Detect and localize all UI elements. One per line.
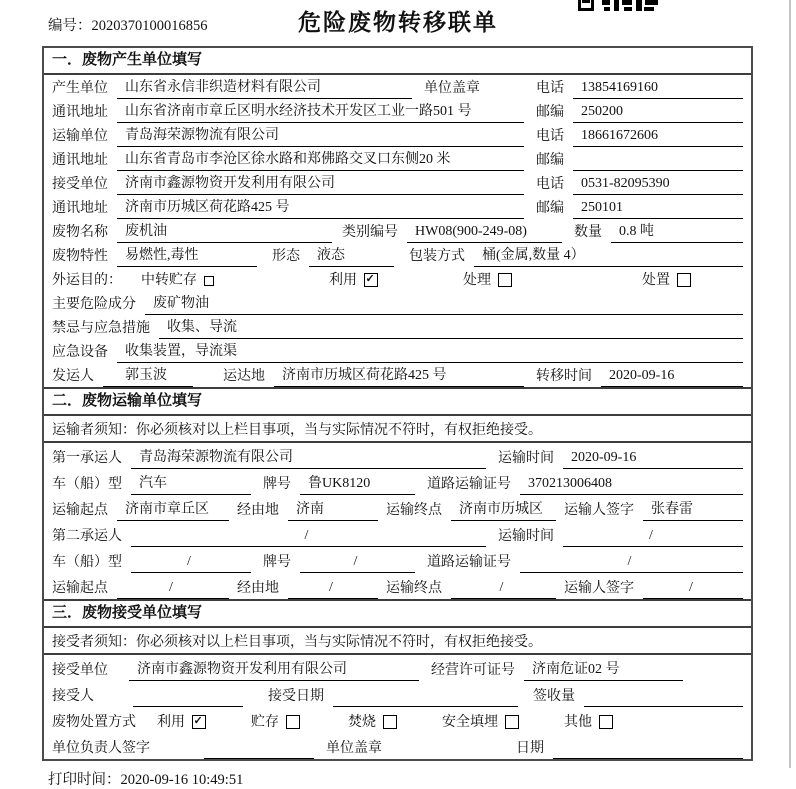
- receiver-row: [44, 171, 751, 195]
- page-title: 危险废物转移联单: [298, 10, 498, 35]
- option-label: 贮存: [251, 715, 279, 730]
- hazard-value: 废矿物油: [145, 292, 743, 315]
- serial-number: 2020370100016856: [91, 18, 208, 34]
- option-label: 处理: [463, 273, 491, 288]
- operating-license-label: 经营许可证号: [431, 663, 515, 678]
- responsible-sign-label: 单位负责人签字: [52, 741, 150, 756]
- carrier-sign-value: /: [643, 580, 743, 599]
- route-start-label: 运输起点: [52, 581, 108, 596]
- receiver-value: 济南市鑫源物资开发利用有限公司: [117, 172, 524, 195]
- responsible-sign-value: [204, 742, 314, 759]
- transporter-notice: 运输者须知：你必须核对以上栏目事项，当与实际情况不符时，有权拒绝接受。: [52, 422, 542, 438]
- accept-unit-row: [44, 655, 751, 681]
- checkbox-icon: [498, 273, 512, 287]
- plate-label: 牌号: [263, 477, 291, 492]
- phone-label: 电话: [536, 177, 564, 192]
- second-carrier-label: 第二承运人: [52, 529, 122, 544]
- route-start-label: 运输起点: [52, 503, 108, 518]
- transporter-label: 运输单位: [52, 129, 108, 144]
- destination-value: 济南市历城区荷花路425 号: [274, 364, 524, 387]
- section3-header: 三．废物接受单位填写: [44, 599, 751, 628]
- accept-unit-value: 济南市鑫源物资开发利用有限公司: [129, 658, 419, 681]
- option-label: 焚烧: [348, 715, 376, 730]
- address-label: 通讯地址: [52, 153, 108, 168]
- producer-address-row: [44, 99, 751, 123]
- acceptance-row: [44, 681, 751, 707]
- accept-date-label: 接受日期: [268, 689, 324, 704]
- purpose-option-dispose: [642, 269, 691, 291]
- dispatch-row: [44, 363, 751, 387]
- equipment-value: 收集装置，导流渠: [117, 340, 743, 363]
- transporter-address-row: [44, 147, 751, 171]
- acceptor-value: [133, 690, 243, 707]
- transport-time-value: /: [563, 528, 743, 547]
- producer-row: [44, 75, 751, 99]
- disposal-option-landfill: [442, 711, 519, 733]
- section2-header: 二．废物运输单位填写: [44, 387, 751, 416]
- route-row-2: [44, 573, 751, 599]
- disposal-option-store: [251, 711, 300, 733]
- checkbox-icon: [677, 273, 691, 287]
- route-via-label: 经由地: [237, 581, 279, 596]
- receiver-address-row: [44, 195, 751, 219]
- transporter-value: 青岛海荣源物流有限公司: [117, 124, 524, 147]
- address-label: 通讯地址: [52, 105, 108, 120]
- taboo-measures-row: [44, 315, 751, 339]
- vehicle-row-2: [44, 547, 751, 573]
- serial-label: 编号：: [48, 18, 92, 34]
- vehicle-row-1: [44, 469, 751, 495]
- operating-license-value: 济南危证02 号: [524, 658, 683, 681]
- transporter-phone: 18661672606: [573, 128, 743, 147]
- transfer-time-label: 转移时间: [536, 369, 592, 384]
- route-via-value: /: [288, 580, 378, 599]
- plate-value: 鲁UK8120: [300, 472, 415, 495]
- signed-quantity-value: [584, 690, 743, 707]
- transfer-manifest-form: [42, 46, 753, 761]
- signed-quantity-label: 签收量: [533, 689, 575, 704]
- section1-header: 一．废物产生单位填写: [44, 48, 751, 75]
- second-carrier-row: [44, 521, 751, 547]
- purpose-option-utilize: [329, 269, 378, 291]
- option-label: 利用: [157, 715, 185, 730]
- route-row-1: [44, 495, 751, 521]
- disposal-option-utilize: [157, 711, 206, 733]
- vehicle-type-label: 车（船）型: [52, 477, 122, 492]
- transporter-zip: [573, 154, 743, 171]
- checkbox-icon: [383, 715, 397, 729]
- print-time-label: 打印时间：: [48, 772, 121, 788]
- producer-zip: 250200: [573, 104, 743, 123]
- accept-unit-label: 接受单位: [52, 663, 108, 678]
- road-license-label: 道路运输证号: [427, 477, 511, 492]
- route-end-value: 济南市历城区: [451, 498, 556, 521]
- dispatcher-value: 郭玉波: [103, 364, 193, 387]
- first-carrier-value: 青岛海荣源物流有限公司: [131, 446, 486, 469]
- zip-label: 邮编: [536, 153, 564, 168]
- print-time-line: [48, 768, 796, 789]
- destination-label: 运达地: [223, 369, 265, 384]
- carrier-sign-label: 运输人签字: [564, 503, 634, 518]
- quantity-value: 0.8 吨: [611, 220, 743, 243]
- section-producer: [44, 48, 751, 387]
- checkbox-icon: [286, 715, 300, 729]
- quantity-label: 数量: [574, 225, 602, 240]
- waste-name-label: 废物名称: [52, 225, 108, 240]
- dispatcher-label: 发运人: [52, 369, 94, 384]
- road-license-value: 370213006408: [520, 476, 743, 495]
- print-time-value: 2020-09-16 10:49:51: [120, 772, 244, 788]
- packaging-value: 桶(金属,数量 4）: [474, 244, 743, 267]
- route-end-label: 运输终点: [386, 581, 442, 596]
- date-label: 日期: [516, 741, 544, 756]
- receiver-label: 接受单位: [52, 177, 108, 192]
- transport-time-value: 2020-09-16: [563, 450, 743, 469]
- receiver-address: 济南市历城区荷花路425 号: [117, 196, 524, 219]
- packaging-label: 包装方式: [409, 249, 465, 264]
- signature-row: [44, 733, 751, 759]
- phone-label: 电话: [536, 81, 564, 96]
- disposal-method-row: [44, 707, 751, 733]
- route-via-value: 济南: [288, 498, 378, 521]
- vehicle-type-label: 车（船）型: [52, 555, 122, 570]
- equipment-label: 应急设备: [52, 345, 108, 360]
- section-receive: [44, 599, 751, 759]
- transporter-address: 山东省青岛市李沧区徐水路和郑佛路交叉口东侧20 米: [117, 148, 524, 171]
- producer-value: 山东省永信非织造材料有限公司: [117, 76, 412, 99]
- route-end-label: 运输终点: [386, 503, 442, 518]
- form-value: 液态: [309, 244, 394, 267]
- producer-label: 产生单位: [52, 81, 108, 96]
- taboo-value: 收集、导流: [159, 316, 743, 339]
- waste-name-row: [44, 219, 751, 243]
- taboo-label: 禁忌与应急措施: [52, 321, 150, 336]
- second-carrier-value: /: [131, 528, 486, 547]
- road-license-value: /: [520, 554, 743, 573]
- road-license-label: 道路运输证号: [427, 555, 511, 570]
- plate-value: /: [300, 554, 415, 573]
- producer-address: 山东省济南市章丘区明水经济技术开发区工业一路501 号: [117, 100, 524, 123]
- receiver-notice: 接受者须知：你必须核对以上栏目事项，当与实际情况不符时，有权拒绝接受。: [52, 634, 542, 650]
- waste-property-label: 废物特性: [52, 249, 108, 264]
- checkbox-icon: [599, 715, 613, 729]
- zip-label: 邮编: [536, 201, 564, 216]
- receiver-phone: 0531-82095390: [573, 176, 743, 195]
- purpose-option-transfer-storage: [141, 269, 214, 291]
- option-label: 利用: [329, 273, 357, 288]
- vehicle-type-value: /: [131, 554, 251, 573]
- waste-property-row: [44, 243, 751, 267]
- purpose-option-treat: [463, 269, 512, 291]
- purpose-label: 外运目的：: [52, 273, 122, 288]
- carrier-sign-value: 张春雷: [643, 498, 743, 521]
- waste-property-value: 易燃性,毒性: [117, 244, 257, 267]
- receiver-zip: 250101: [573, 200, 743, 219]
- address-label: 通讯地址: [52, 201, 108, 216]
- first-carrier-row: [44, 443, 751, 469]
- disposal-method-label: 废物处置方式: [52, 715, 136, 730]
- checkbox-checked-icon: [192, 715, 206, 729]
- transport-time-label: 运输时间: [498, 451, 554, 466]
- emergency-equipment-row: [44, 339, 751, 363]
- first-carrier-label: 第一承运人: [52, 451, 122, 466]
- seal-label: 单位盖章: [424, 81, 480, 96]
- zip-label: 邮编: [536, 105, 564, 120]
- section-transport: [44, 387, 751, 599]
- hazard-component-row: [44, 291, 751, 315]
- disposal-option-incinerate: [348, 711, 397, 733]
- hazard-label: 主要危险成分: [52, 297, 136, 312]
- plate-label: 牌号: [263, 555, 291, 570]
- checkbox-checked-icon: [364, 273, 378, 287]
- waste-name-value: 废机油: [117, 220, 332, 243]
- page-header: [0, 0, 796, 44]
- category-code-value: HW08(900-249-08): [407, 224, 562, 243]
- option-label: 中转贮存: [141, 273, 197, 288]
- producer-phone: 13854169160: [573, 80, 743, 99]
- transporter-notice-row: [44, 416, 751, 443]
- qr-code-icon: [578, 0, 658, 11]
- purpose-row: [44, 267, 751, 291]
- page-edge-line: [789, 0, 791, 768]
- receiver-notice-row: [44, 628, 751, 655]
- accept-date-value: [333, 690, 518, 707]
- acceptor-label: 接受人: [52, 689, 94, 704]
- checkbox-icon: [204, 276, 214, 286]
- option-label: 其他: [564, 715, 592, 730]
- transfer-time-value: 2020-09-16: [601, 368, 743, 387]
- date-value: [553, 742, 743, 759]
- form-label: 形态: [272, 249, 300, 264]
- route-start-value: 济南市章丘区: [117, 498, 229, 521]
- option-label: 处置: [642, 273, 670, 288]
- unit-seal-label: 单位盖章: [326, 741, 382, 756]
- carrier-sign-label: 运输人签字: [564, 581, 634, 596]
- transporter-row: [44, 123, 751, 147]
- phone-label: 电话: [536, 129, 564, 144]
- option-label: 安全填埋: [442, 715, 498, 730]
- route-start-value: /: [117, 580, 229, 599]
- disposal-option-other: [564, 711, 613, 733]
- route-end-value: /: [451, 580, 556, 599]
- checkbox-icon: [505, 715, 519, 729]
- vehicle-type-value: 汽车: [131, 472, 251, 495]
- transport-time-label: 运输时间: [498, 529, 554, 544]
- route-via-label: 经由地: [237, 503, 279, 518]
- category-code-label: 类别编号: [342, 225, 398, 240]
